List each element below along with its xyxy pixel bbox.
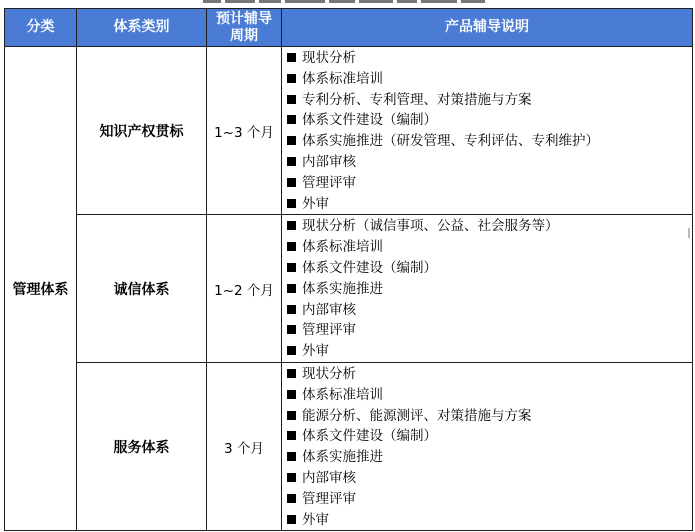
system-cell: 诚信体系 bbox=[77, 215, 207, 363]
bullet-square-icon bbox=[287, 263, 296, 272]
period-cell: 1~2 个月 bbox=[207, 215, 282, 363]
list-item: 现状分析 bbox=[287, 364, 692, 385]
list-item: 内部审核 bbox=[287, 152, 692, 173]
bullet-square-icon bbox=[287, 515, 296, 524]
list-item: 管理评审 bbox=[287, 173, 692, 194]
table-header-row bbox=[5, 9, 693, 47]
list-item: 现状分析（诚信事项、公益、社会服务等） bbox=[287, 216, 692, 237]
list-item: 能源分析、能源测评、对策措施与方案 bbox=[287, 406, 692, 427]
bullet-square-icon bbox=[287, 136, 296, 145]
list-item: 体系文件建设（编制） bbox=[287, 110, 692, 131]
bullet-square-icon bbox=[287, 115, 296, 124]
list-item: 现状分析 bbox=[287, 48, 692, 69]
system-cell: 服务体系 bbox=[77, 362, 207, 530]
system-cell: 知识产权贯标 bbox=[77, 47, 207, 215]
list-item: 外审 bbox=[287, 194, 692, 215]
bullet-square-icon bbox=[287, 74, 296, 83]
list-item: 体系实施推进 bbox=[287, 279, 692, 300]
period-cell: 1~3 个月 bbox=[207, 47, 282, 215]
bullet-square-icon bbox=[287, 473, 296, 482]
description-cell bbox=[282, 362, 693, 530]
category-cell: 管理体系 bbox=[5, 47, 77, 531]
bullet-square-icon bbox=[287, 242, 296, 251]
list-item: 专利分析、专利管理、对策措施与方案 bbox=[287, 90, 692, 111]
list-item: 内部审核 bbox=[287, 468, 692, 489]
list-item: 外审 bbox=[287, 510, 692, 531]
bullet-square-icon bbox=[287, 305, 296, 314]
bullet-square-icon bbox=[287, 178, 296, 187]
table-row bbox=[5, 47, 693, 215]
header-system-type: 体系类别 bbox=[77, 9, 207, 47]
bullet-square-icon bbox=[287, 411, 296, 420]
list-item: 体系标准培训 bbox=[287, 385, 692, 406]
table-row bbox=[5, 215, 693, 363]
list-item: 体系标准培训 bbox=[287, 69, 692, 90]
list-item: 体系文件建设（编制） bbox=[287, 258, 692, 279]
table-row bbox=[5, 362, 693, 530]
bullet-square-icon bbox=[287, 431, 296, 440]
cropped-text-remnant bbox=[203, 0, 503, 4]
bullet-square-icon bbox=[287, 95, 296, 104]
bullet-square-icon bbox=[287, 199, 296, 208]
header-period-line1: 预计辅导 bbox=[216, 10, 272, 27]
list-item: 体系实施推进 bbox=[287, 447, 692, 468]
product-guidance-table bbox=[4, 8, 693, 531]
bullet-square-icon bbox=[287, 390, 296, 399]
bullet-square-icon bbox=[287, 221, 296, 230]
header-period bbox=[207, 9, 282, 47]
header-category: 分类 bbox=[5, 9, 77, 47]
list-item: 管理评审 bbox=[287, 320, 692, 341]
header-description: 产品辅导说明 bbox=[282, 9, 693, 47]
list-item: 外审 bbox=[287, 341, 692, 362]
list-item: 体系实施推进（研发管理、专利评估、专利维护） bbox=[287, 131, 692, 152]
bullet-square-icon bbox=[287, 284, 296, 293]
list-item: 内部审核 bbox=[287, 300, 692, 321]
bullet-square-icon bbox=[287, 53, 296, 62]
bullet-square-icon bbox=[287, 346, 296, 355]
header-period-line2: 周期 bbox=[230, 27, 258, 44]
bullet-square-icon bbox=[287, 452, 296, 461]
list-item: 管理评审 bbox=[287, 489, 692, 510]
description-cell bbox=[282, 215, 693, 363]
list-item: 体系标准培训 bbox=[287, 237, 692, 258]
period-cell: 3 个月 bbox=[207, 362, 282, 530]
list-item: 体系文件建设（编制） bbox=[287, 426, 692, 447]
bullet-square-icon bbox=[287, 325, 296, 334]
bullet-square-icon bbox=[287, 369, 296, 378]
bullet-square-icon bbox=[287, 494, 296, 503]
bullet-square-icon bbox=[287, 157, 296, 166]
margin-mark bbox=[688, 228, 690, 238]
description-cell bbox=[282, 47, 693, 215]
